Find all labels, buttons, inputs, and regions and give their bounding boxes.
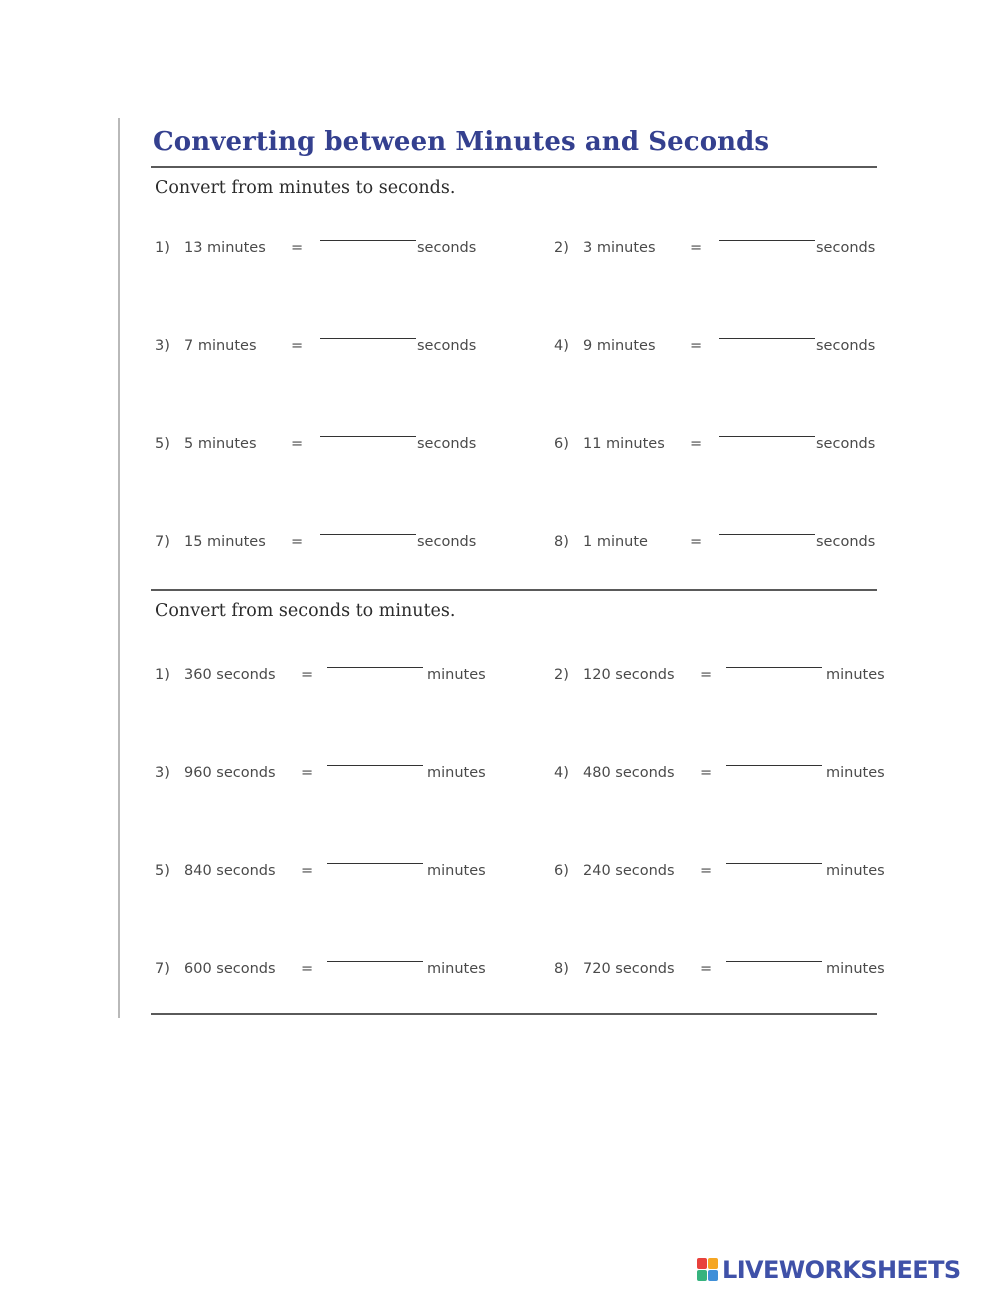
answer-blank[interactable] [726, 667, 822, 668]
equals-sign: = [690, 534, 703, 550]
logo-block-i [708, 1258, 718, 1269]
problem-row [155, 863, 495, 885]
problem-number: 1) [155, 667, 170, 683]
problem-quantity: 840 seconds [184, 863, 276, 879]
equals-sign: = [301, 765, 314, 781]
equals-sign: = [700, 667, 713, 683]
answer-unit: minutes [427, 765, 486, 781]
problem-quantity: 720 seconds [583, 961, 675, 977]
bottom-divider [151, 1013, 877, 1015]
problem-number: 6) [554, 863, 569, 879]
problem-row [155, 534, 495, 556]
answer-blank[interactable] [327, 961, 423, 962]
problem-row [155, 338, 495, 360]
problem-quantity: 11 minutes [583, 436, 665, 452]
equals-sign: = [700, 961, 713, 977]
answer-unit: seconds [417, 436, 477, 452]
equals-sign: = [700, 863, 713, 879]
section-heading-minutes-to-seconds: Convert from minutes to seconds. [155, 178, 456, 198]
answer-blank[interactable] [320, 534, 416, 535]
problem-number: 4) [554, 338, 569, 354]
answer-unit: minutes [427, 863, 486, 879]
equals-sign: = [291, 338, 304, 354]
problem-quantity: 15 minutes [184, 534, 266, 550]
problem-row [554, 534, 894, 556]
title-divider [151, 166, 877, 168]
problem-quantity: 240 seconds [583, 863, 675, 879]
answer-blank[interactable] [327, 863, 423, 864]
problem-row [155, 765, 495, 787]
answer-unit: minutes [826, 765, 885, 781]
answer-unit: minutes [826, 667, 885, 683]
equals-sign: = [301, 863, 314, 879]
answer-blank[interactable] [320, 240, 416, 241]
equals-sign: = [291, 240, 304, 256]
problem-quantity: 7 minutes [184, 338, 257, 354]
answer-blank[interactable] [327, 667, 423, 668]
problem-number: 8) [554, 961, 569, 977]
problem-number: 6) [554, 436, 569, 452]
logo-block-v [697, 1270, 707, 1281]
problem-quantity: 120 seconds [583, 667, 675, 683]
equals-sign: = [700, 765, 713, 781]
liveworksheets-logo [697, 1256, 997, 1286]
section-divider [151, 589, 877, 591]
problem-row [554, 338, 894, 360]
answer-blank[interactable] [726, 863, 822, 864]
problem-quantity: 960 seconds [184, 765, 276, 781]
problem-number: 7) [155, 961, 170, 977]
problem-row [554, 240, 894, 262]
logo-block-l [697, 1258, 707, 1269]
answer-blank[interactable] [719, 338, 815, 339]
left-margin-line [118, 118, 120, 1018]
equals-sign: = [690, 240, 703, 256]
problem-number: 3) [155, 765, 170, 781]
answer-blank[interactable] [726, 961, 822, 962]
section-heading-seconds-to-minutes: Convert from seconds to minutes. [155, 601, 456, 621]
answer-unit: seconds [816, 436, 876, 452]
problem-quantity: 480 seconds [583, 765, 675, 781]
problem-number: 2) [554, 240, 569, 256]
problem-number: 5) [155, 863, 170, 879]
problem-number: 5) [155, 436, 170, 452]
logo-block-e [708, 1270, 718, 1281]
answer-blank[interactable] [719, 436, 815, 437]
problem-row [155, 436, 495, 458]
answer-unit: seconds [417, 338, 477, 354]
answer-unit: minutes [826, 961, 885, 977]
problem-row [554, 863, 894, 885]
answer-blank[interactable] [719, 240, 815, 241]
problem-row [554, 667, 894, 689]
problem-number: 2) [554, 667, 569, 683]
problem-number: 8) [554, 534, 569, 550]
problem-quantity: 13 minutes [184, 240, 266, 256]
page-title: Converting between Minutes and Seconds [153, 127, 770, 157]
problem-row [554, 765, 894, 787]
answer-blank[interactable] [320, 436, 416, 437]
logo-text: LIVEWORKSHEETS [722, 1256, 961, 1284]
problem-number: 4) [554, 765, 569, 781]
answer-blank[interactable] [726, 765, 822, 766]
problem-row [155, 667, 495, 689]
equals-sign: = [301, 961, 314, 977]
problem-row [554, 961, 894, 983]
answer-unit: minutes [826, 863, 885, 879]
equals-sign: = [690, 436, 703, 452]
problem-quantity: 3 minutes [583, 240, 656, 256]
equals-sign: = [690, 338, 703, 354]
equals-sign: = [301, 667, 314, 683]
logo-blocks-icon [697, 1258, 719, 1282]
answer-unit: seconds [816, 338, 876, 354]
problem-row [155, 961, 495, 983]
answer-unit: seconds [417, 240, 477, 256]
answer-unit: seconds [417, 534, 477, 550]
problem-number: 3) [155, 338, 170, 354]
problem-row [155, 240, 495, 262]
problem-quantity: 360 seconds [184, 667, 276, 683]
problem-quantity: 1 minute [583, 534, 648, 550]
answer-unit: minutes [427, 667, 486, 683]
problem-number: 1) [155, 240, 170, 256]
problem-quantity: 5 minutes [184, 436, 257, 452]
answer-blank[interactable] [719, 534, 815, 535]
answer-unit: seconds [816, 240, 876, 256]
answer-blank[interactable] [327, 765, 423, 766]
answer-unit: seconds [816, 534, 876, 550]
answer-unit: minutes [427, 961, 486, 977]
equals-sign: = [291, 436, 304, 452]
problem-quantity: 600 seconds [184, 961, 276, 977]
problem-row [554, 436, 894, 458]
problem-number: 7) [155, 534, 170, 550]
answer-blank[interactable] [320, 338, 416, 339]
equals-sign: = [291, 534, 304, 550]
problem-quantity: 9 minutes [583, 338, 656, 354]
